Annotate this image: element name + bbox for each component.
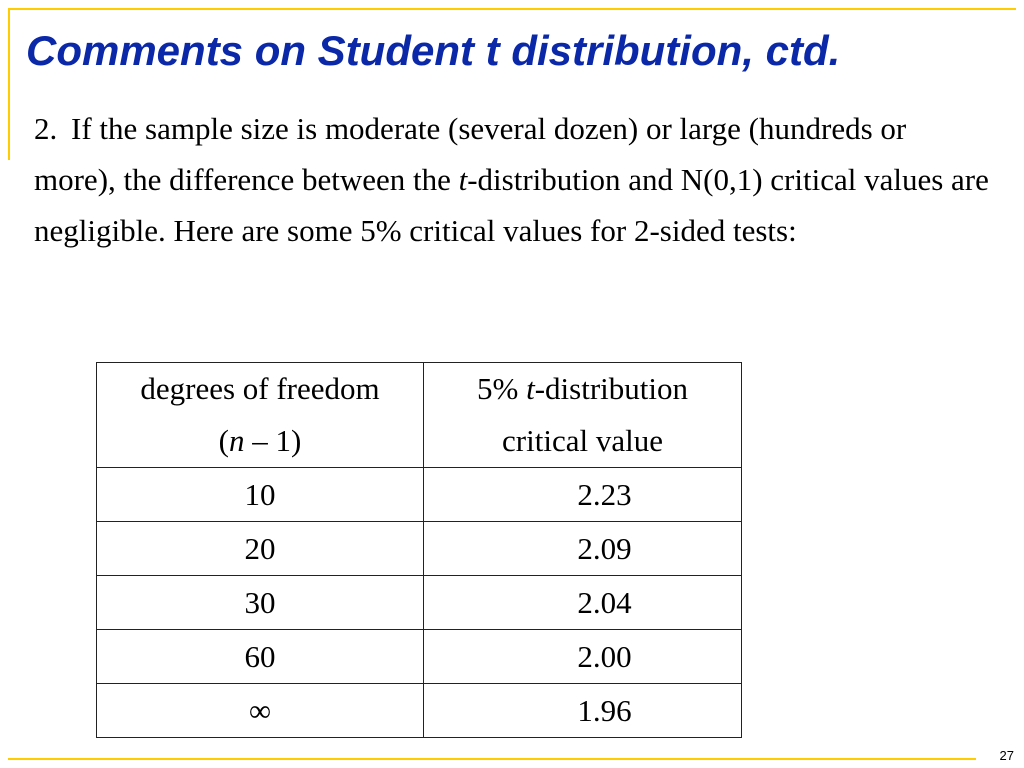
header-critical-value xyxy=(424,363,742,468)
table-row xyxy=(97,522,742,576)
left-rule xyxy=(8,8,10,160)
body-paragraph xyxy=(34,103,994,256)
top-rule xyxy=(8,8,1016,10)
df-cell: 30 xyxy=(97,576,424,630)
critical-value-cell: 2.04 xyxy=(424,576,742,630)
header-cv-post: -distribution xyxy=(534,371,688,406)
header-df-n: n xyxy=(229,423,245,458)
table-row xyxy=(97,684,742,738)
header-df-open: ( xyxy=(218,423,229,458)
page-number: 27 xyxy=(999,748,1014,763)
df-cell: 60 xyxy=(97,630,424,684)
critical-value-cell: 2.09 xyxy=(424,522,742,576)
header-df-line1: degrees of freedom xyxy=(140,371,380,406)
header-df-line2 xyxy=(219,423,302,458)
critical-value-cell: 2.00 xyxy=(424,630,742,684)
table-row xyxy=(97,630,742,684)
critical-values-table xyxy=(96,362,742,738)
critical-value-cell: 1.96 xyxy=(424,684,742,738)
df-cell: 20 xyxy=(97,522,424,576)
bottom-rule xyxy=(8,758,976,760)
critical-value-cell: 2.23 xyxy=(424,468,742,522)
df-cell: ∞ xyxy=(97,684,424,738)
header-cv-pre: 5% xyxy=(477,371,527,406)
t-italic: t xyxy=(458,162,468,197)
paragraph-text-b: -distribution and N(0,1) critical values are negligible. Here are some 5% critical values for 2-sided tests: xyxy=(34,162,989,248)
header-df-rest: – 1) xyxy=(244,423,302,458)
header-cv-line2: critical value xyxy=(502,423,663,458)
slide-title: Comments on Student t distribution, ctd. xyxy=(26,27,841,74)
paragraph-text-a: If the sample size is moderate (several dozen) or large (hundreds or more), the difference between the xyxy=(34,111,907,197)
header-cv-t: t xyxy=(526,371,535,406)
table-header-row xyxy=(97,363,742,468)
df-cell: 10 xyxy=(97,468,424,522)
table-row xyxy=(97,468,742,522)
header-df xyxy=(97,363,424,468)
table-row xyxy=(97,576,742,630)
item-number: 2. xyxy=(34,111,58,146)
